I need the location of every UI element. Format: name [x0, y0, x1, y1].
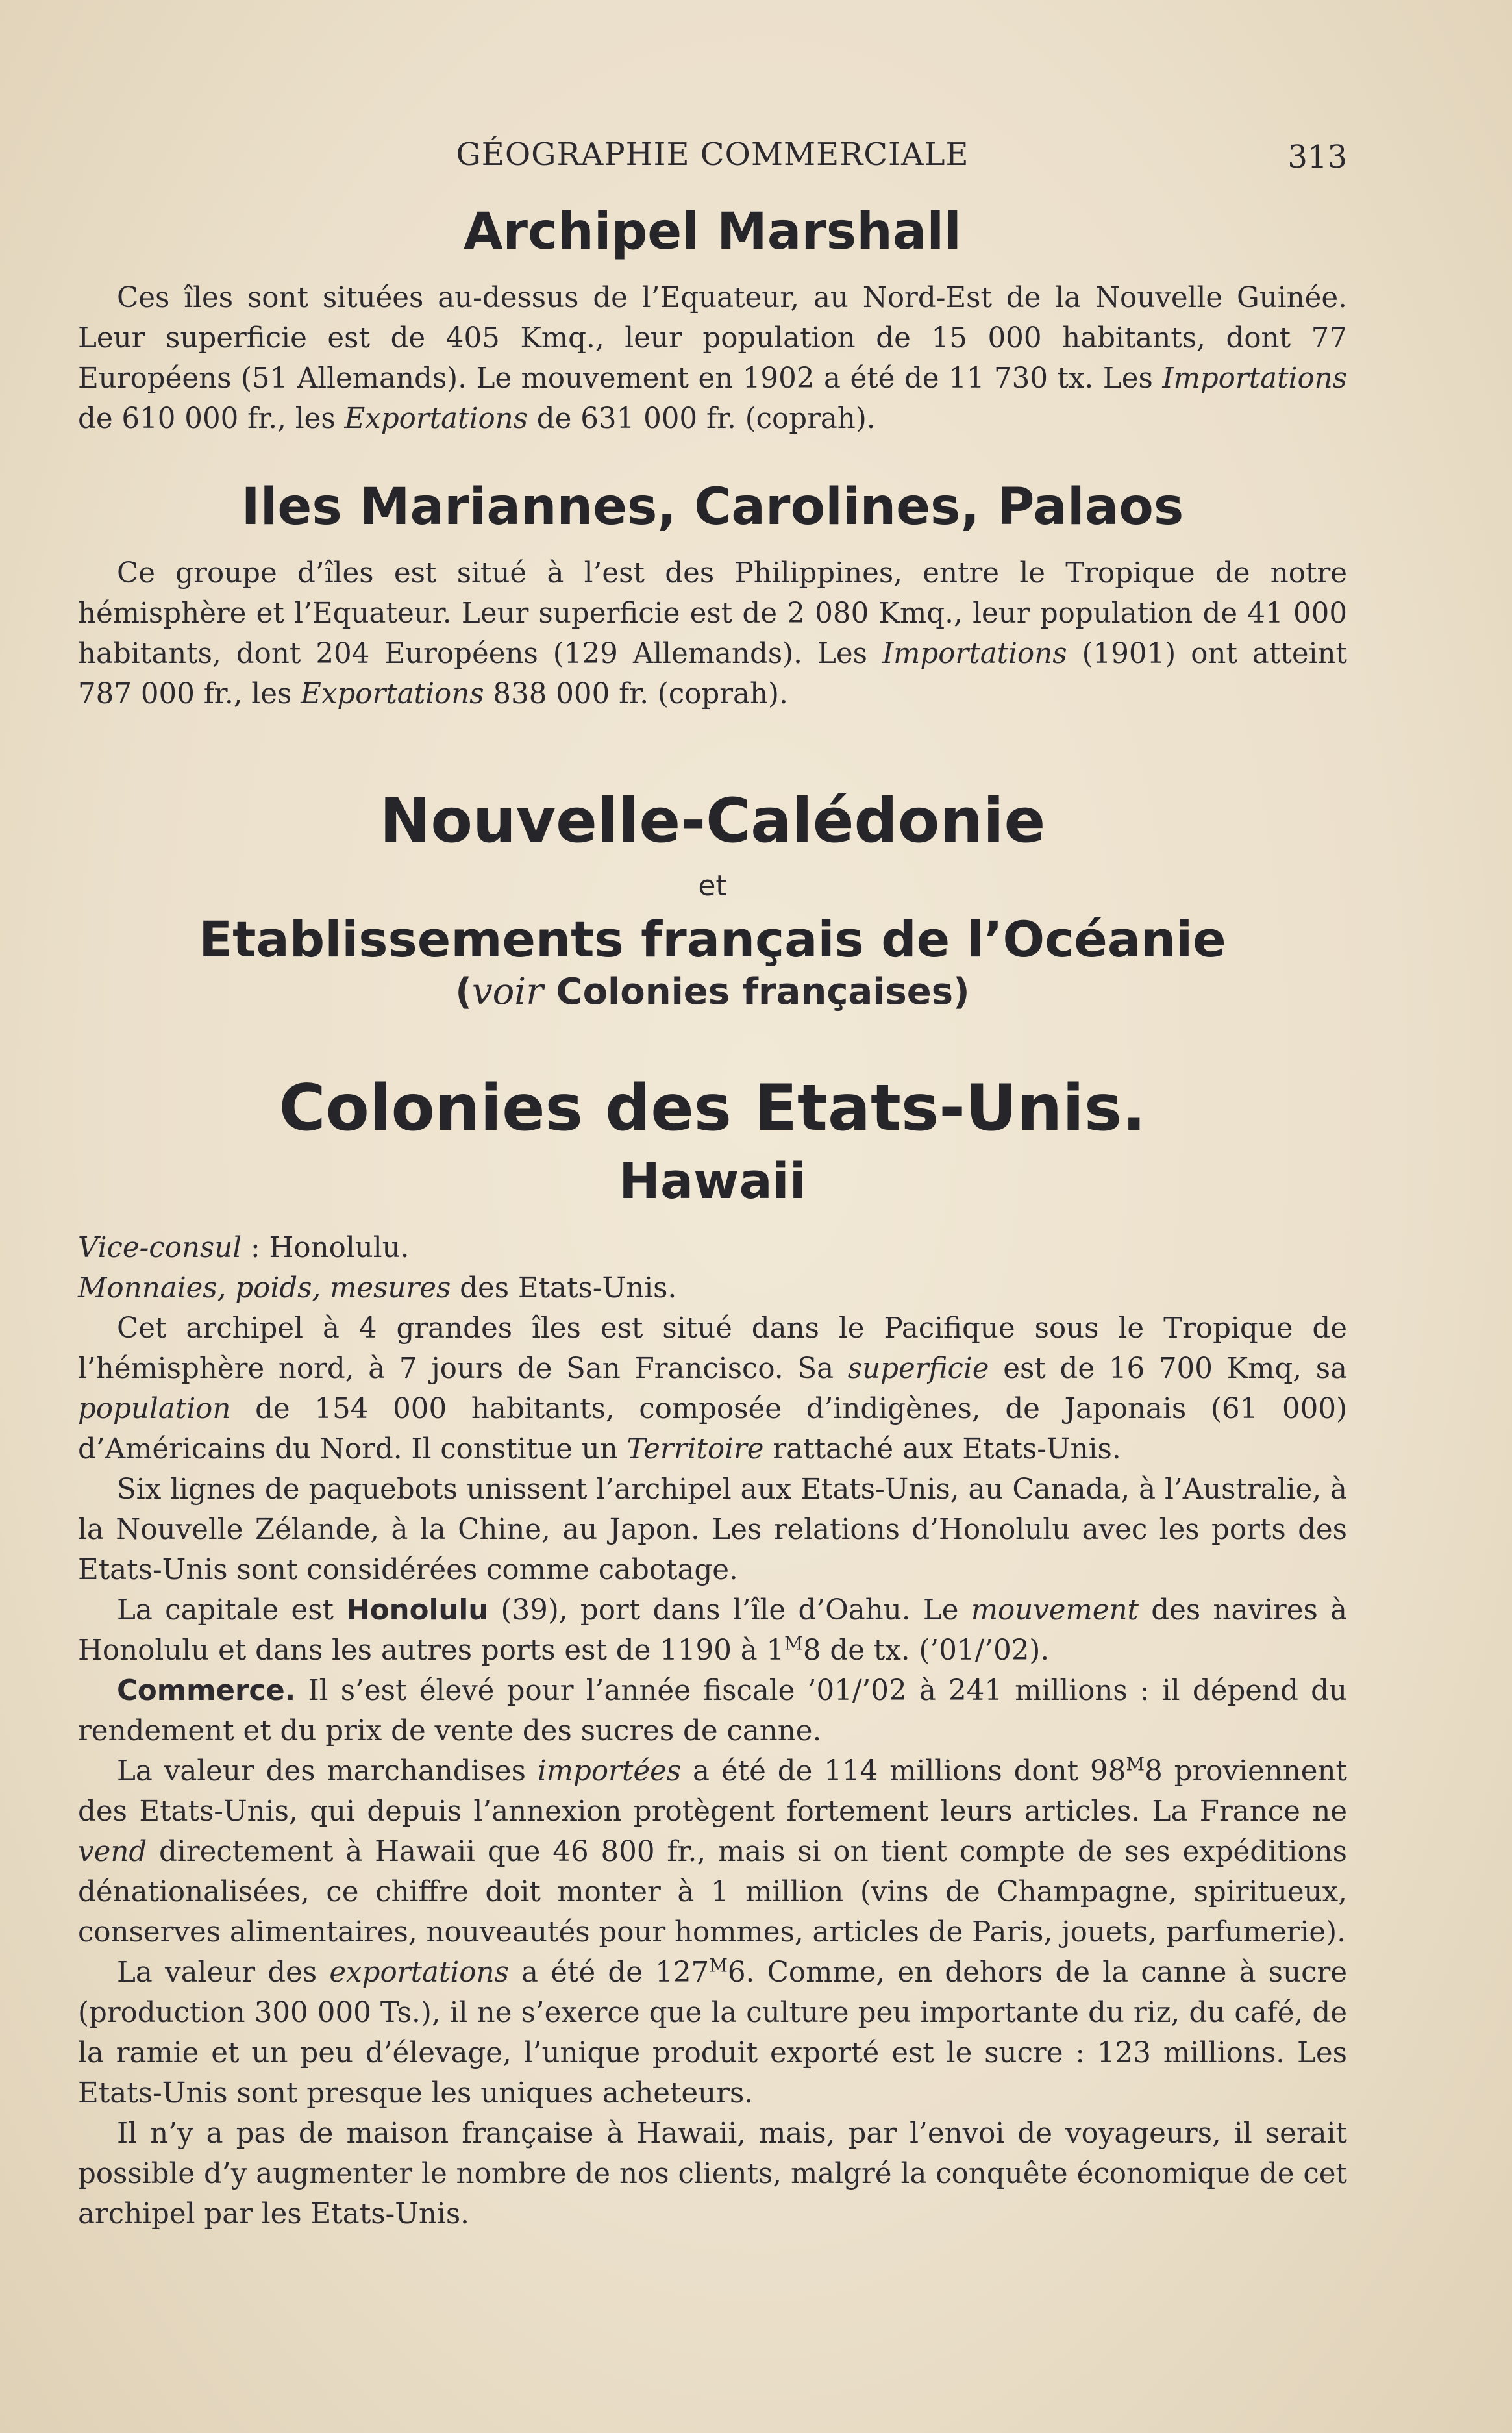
section-title-marshall: Archipel Marshall — [464, 203, 961, 261]
subtitle-etablissements: Etablissements français de l’Océanie — [199, 910, 1226, 968]
paragraph-hawaii-capital: La capitale est Honolulu (39), port dans l’île d’Oahu. Le mouvement des navires à Honolulu et dans les autres ports est de 1190 à $1^M8$ de tx. (’01/’02). — [78, 1594, 1347, 1667]
section-title-colonies: Colonies des Etats-Unis. — [279, 1071, 1146, 1145]
paragraph-hawaii-imports: La valeur des marchandises importées a été de 114 millions dont $98^M8$ proviennent des Etats-Unis, qui depuis l’annexion protègent fortement leurs articles. La France ne vend directement à Hawaii que 46 800 fr., mais si on tient compte de ses expéditions dénationalisées, ce chiffre doit monter à 1 million (vins de Champagne, spiritueux, conserves alimentaires, nouveautés pour hommes, articles de Paris, jouets, parfumerie). — [78, 1753, 1347, 1949]
paragraph-hawaii-exports: La valeur des exportations a été de $127^M6$. Comme, en dehors de la canne à sucre (production 300 000 Ts.), il ne s’exerce que la culture peu importante du riz, du café, de la ramie et un peu d’élevage, l’unique produit exporté est le sucre : 123 millions. Les Etats-Unis sont presque les uniques acheteurs. — [78, 1954, 1347, 2110]
paragraph-hawaii-geography: Cet archipel à 4 grandes îles est situé dans le Pacifique sous le Tropique de l’hémisphère nord, à 7 jours de San Francisco. Sa superficie est de 16 700 Kmq, sa population de 154 000 habitants, composée d’indigènes, de Japonais (61 000) d’Américains du Nord. Il constitue un Territoire rattaché aux Etats-Unis. — [78, 1312, 1347, 1466]
running-head — [78, 123, 1347, 182]
conjunction-et: et — [698, 869, 727, 903]
subtitle-hawaii: Hawaii — [619, 1152, 806, 1210]
monnaies-line: Monnaies, poids, mesures des Etats-Unis. — [78, 1272, 677, 1304]
paragraph-marshall: Ces îles sont situées au-dessus de l’Equateur, au Nord-Est de la Nouvelle Guinée. Leur superficie est de 405 Kmq., leur population de 15 000 habitants, dont 77 Européens (51 Allemands). Le mouvement en 1902 a été de 11 730 tx. Les Importations de 610 000 fr., les Exportations de 631 000 fr. (coprah). — [78, 282, 1347, 435]
page-number: 313 — [1287, 139, 1347, 175]
paragraph-hawaii-lines: Six lignes de paquebots unissent l’archipel aux Etats-Unis, au Canada, à l’Australie, à la Nouvelle Zélande, à la Chine, au Japon. Les relations d’Honolulu avec les ports des Etats-Unis sont considérées comme cabotage. — [78, 1473, 1347, 1586]
section-title-mariannes: Iles Mariannes, Carolines, Palaos — [241, 478, 1184, 536]
paragraph-hawaii-commerce: Commerce. Il s’est élevé pour l’année fiscale ’01/’02 à 241 millions : il dépend du rendement et du prix de vente des sucres de canne. — [78, 1675, 1347, 1747]
section-title-caledonie: Nouvelle-Calédonie — [379, 786, 1046, 856]
page — [78, 123, 1347, 2234]
paragraph-hawaii-conclusion: Il n’y a pas de maison française à Hawaii, mais, par l’envoi de voyageurs, il serait possible d’y augmenter le nombre de nos clients, malgré la conquête économique de cet archipel par les Etats-Unis. — [78, 2117, 1347, 2230]
paragraph-mariannes: Ce groupe d’îles est situé à l’est des Philippines, entre le Tropique de notre hémisphère et l’Equateur. Leur superficie est de 2 080 Kmq., leur population de 41 000 habitants, dont 204 Européens (129 Allemands). Les Importations (1901) ont atteint 787 000 fr., les Exportations 838 000 fr. (coprah). — [78, 557, 1347, 710]
running-head-title: GÉOGRAPHIE COMMERCIALE — [456, 136, 969, 173]
vice-consul-line: Vice-consul : Honolulu. — [78, 1232, 410, 1264]
cross-reference: (voir Colonies françaises) — [455, 971, 970, 1013]
